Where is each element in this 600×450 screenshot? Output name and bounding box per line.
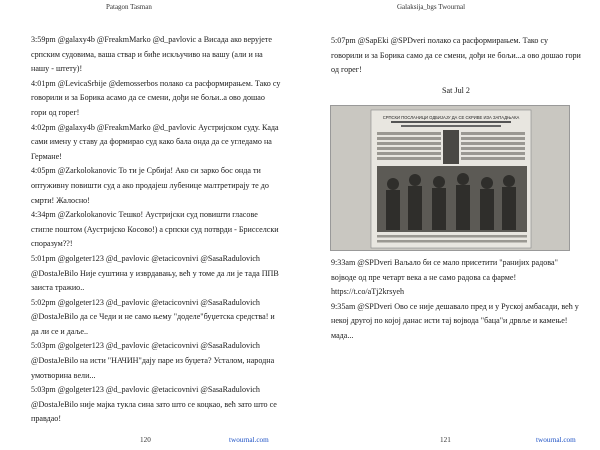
tweet: 4:02pm @galaxy4b @FreakmMarko @d_pavlovic Аустријском суду. Када сами имену у ставу да формирао суд како бала онда да се угледамо на Германе! xyxy=(31,122,279,161)
right-footer-link[interactable]: twournal.com xyxy=(536,436,576,444)
newspaper-photo xyxy=(330,105,570,251)
date-heading: Sat Jul 2 xyxy=(442,85,470,95)
tweet: 4:05pm @Zarkolokanovic То ти је Србија! Ако си зарко бос онда ти оптуживну повишти суд а ако продајеш лубенице малтретирају те до смрти! Жалосно! xyxy=(31,166,269,205)
right-tweet-column-bottom xyxy=(331,256,581,344)
tweet: 5:03pm @golgeter123 @d_pavlovic @etacicovnivi @SasaRadulovich @DostaJeBilo на исти "НАЧИН"дају паре из буџета? Усталом, народна умотворина вели... xyxy=(31,341,275,380)
tweet: 5:01pm @golgeter123 @d_pavlovic @etacicovnivi @SasaRadulovich @DostaJeBilo Није суштина у изврдавању, већ у томе да ли је тада ППВ заиста тражио.. xyxy=(31,253,279,293)
tweet: 3:59pm @galaxy4b @FreakmMarko @d_pavlovic а Висада ако верујете српским судовима, ваша ствар и биће искључиво на вашу (али и на нашу - штету)! xyxy=(31,35,272,74)
right-page-number: 121 xyxy=(440,436,451,444)
tweet: 9:33am @SPDveri Ваљало би се мало присетити "ранијих радова" војводе од пре четарт века а не само радова са фарме! https://t.co/aTj2krsyeh xyxy=(331,258,558,297)
tweet: 5:07pm @SapEki @SPDveri полако са расформирањем. Тако су говорили и за Борика само да се смени, дођи не бољи...а ово дошао гори од горег! xyxy=(331,36,581,75)
right-page xyxy=(300,0,600,450)
tweet: 4:01pm @LevicaSrbije @demosserbos полако са расформирањем. Тако су говорили и за Борика асамо да се смени, дођи не бољи..а ово дошао гори од горег! xyxy=(31,78,281,117)
tweet: 5:02pm @golgeter123 @d_pavlovic @etacicovnivi @SasaRadulovich @DostaJeBilo да се Чеди и не само њему "доделе"буџетска средства! и да ли се и даље.. xyxy=(31,297,275,336)
tweet: 5:03pm @golgeter123 @d_pavlovic @etacicovnivi @SasaRadulovich @DostaJeBilo није мајка тукла сина зато што се коцкао, већ зато што се правдао! xyxy=(31,385,277,424)
right-page-header: Galaksija_bgs Twournal xyxy=(397,3,466,11)
left-page-number: 120 xyxy=(140,436,151,444)
newspaper-photo-icon xyxy=(331,106,570,251)
left-tweet-column xyxy=(31,33,281,427)
tweet: 9:35am @SPDveri Ово се није дешавало пред и у Руској амбасади, већ у некој другој по којој данас исти тај војвода "баца"и дрвље и камење! мада... xyxy=(331,301,579,340)
left-footer-link[interactable]: twournal.com xyxy=(229,436,269,444)
right-tweet-column-top xyxy=(331,34,581,101)
photo-headline: СРПСКИ ПОСЛАНИЦИ ОДБИЈАЈУ ДА СЕ СКРИВЕ ИЗА ЗАПАДЊАКА xyxy=(382,115,520,120)
tweet: 4:34pm @Zarkolokanovic Тешко! Аустријски суд повишти гласове стигле поштом (Аустријско Косово!) а српски суд потврди - Брисселски споразум??! xyxy=(31,210,279,249)
left-page-header: Patagon Tasman xyxy=(106,3,152,11)
